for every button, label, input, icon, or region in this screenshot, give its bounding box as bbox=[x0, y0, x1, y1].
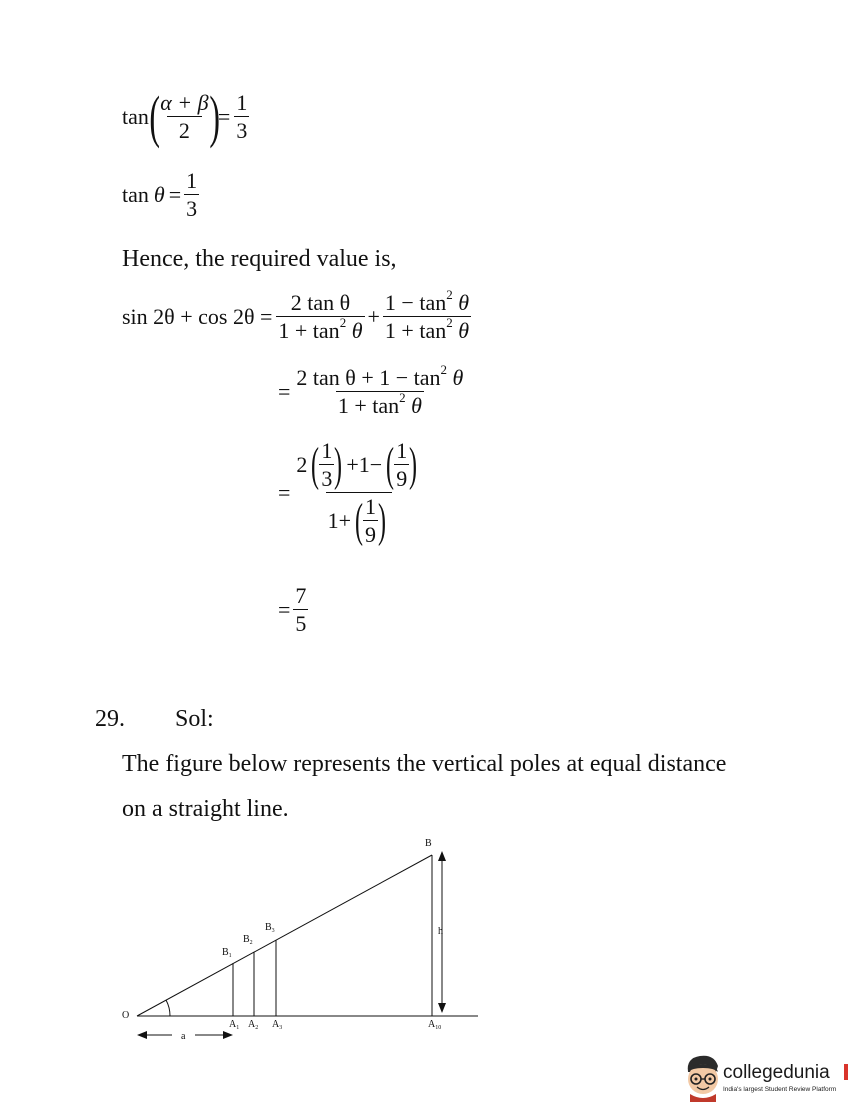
equation-sin-cos: sin 2θ + cos 2θ = $\frac{\text{2 tan θ}}{1 + \tan^2 \theta}$ + $\frac{1 - \tan^2 \theta}{1 + \tan^2 \theta}$ bbox=[122, 287, 470, 343]
fraction-1-minus-tan: $\frac{1 - \tan^2 \theta}{1 + \tan^2 \theta}$ bbox=[384, 287, 470, 343]
label-B: B bbox=[425, 838, 432, 849]
label-h: h bbox=[438, 926, 443, 937]
equation-tan-theta: tan θ = $\frac{1}{3}$ bbox=[122, 168, 198, 221]
equation-tan-half-sum: tan ( $\frac{\alpha + \beta}{2}$ ) = $\frac{1}{3}$ bbox=[122, 83, 248, 149]
height-arrow-up-head bbox=[438, 851, 446, 861]
fraction-substituted: 2 ( $\frac{1}{3}$ ) +1− ( $\frac{1}{9}$ ) 1+ ( $\frac{1}{9}$ ) bbox=[296, 437, 418, 547]
question-number: 29. bbox=[95, 706, 125, 732]
label-B2: $B_2$ bbox=[243, 934, 253, 946]
tan-label: tan bbox=[122, 104, 149, 129]
equation-substituted: = 2 ( $\frac{1}{3}$ ) +1− ( $\frac{1}{9}$ ) 1+ ( $\frac{1}{9}$ ) bbox=[278, 440, 423, 546]
right-paren: ) bbox=[208, 83, 220, 149]
logo-name: collegedunia bbox=[723, 1062, 830, 1083]
label-B1: $B_1$ bbox=[222, 947, 232, 959]
fraction-one-third-2: $\frac{1}{3}$ bbox=[186, 168, 198, 221]
left-paren: ( bbox=[149, 83, 160, 149]
mascot-icon bbox=[680, 1052, 726, 1102]
collegedunia-logo bbox=[680, 1052, 855, 1107]
distance-arrow-right-head bbox=[223, 1031, 233, 1039]
equation-combined: = $\frac{2 \tan \theta + 1 - \tan^2 \theta}{1 + \tan^2 \theta}$ bbox=[278, 362, 464, 418]
logo-tagline: India's largest Student Review Platform bbox=[723, 1086, 837, 1093]
logo-accent-mark bbox=[844, 1064, 848, 1080]
label-B3: $B_3$ bbox=[265, 922, 275, 934]
fraction-one-third: $\frac{1}{3}$ bbox=[236, 90, 248, 143]
solution-label: Sol: bbox=[175, 706, 214, 732]
fraction-2tan: $\frac{\text{2 tan θ}}{1 + \tan^2 \theta}$ bbox=[278, 290, 363, 343]
distance-arrow-left-head bbox=[137, 1031, 147, 1039]
height-arrow-down-head bbox=[438, 1003, 446, 1013]
label-A10: $A_{10}$ bbox=[428, 1019, 442, 1031]
figure-description-line-2: on a straight line. bbox=[122, 796, 289, 822]
hypotenuse-line bbox=[137, 855, 432, 1016]
label-a: a bbox=[181, 1031, 186, 1042]
fraction-alpha-beta: $\frac{\alpha + \beta}{2}$ bbox=[160, 90, 209, 143]
equation-result: = $\frac{7}{5}$ bbox=[278, 583, 307, 636]
fraction-seven-fifths: $\frac{7}{5}$ bbox=[295, 583, 307, 636]
angle-arc bbox=[166, 1000, 170, 1016]
figure-description-line-1: The figure below represents the vertical poles at equal distance bbox=[122, 751, 727, 777]
label-A2: $A_2$ bbox=[248, 1019, 259, 1031]
fraction-combined: $\frac{2 \tan \theta + 1 - \tan^2 \theta}{1 + \tan^2 \theta}$ bbox=[296, 362, 464, 418]
label-A1: $A_1$ bbox=[229, 1019, 240, 1031]
hence-text: Hence, the required value is, bbox=[122, 246, 397, 272]
label-O: O bbox=[122, 1010, 130, 1021]
label-A3: $A_3$ bbox=[272, 1019, 283, 1031]
